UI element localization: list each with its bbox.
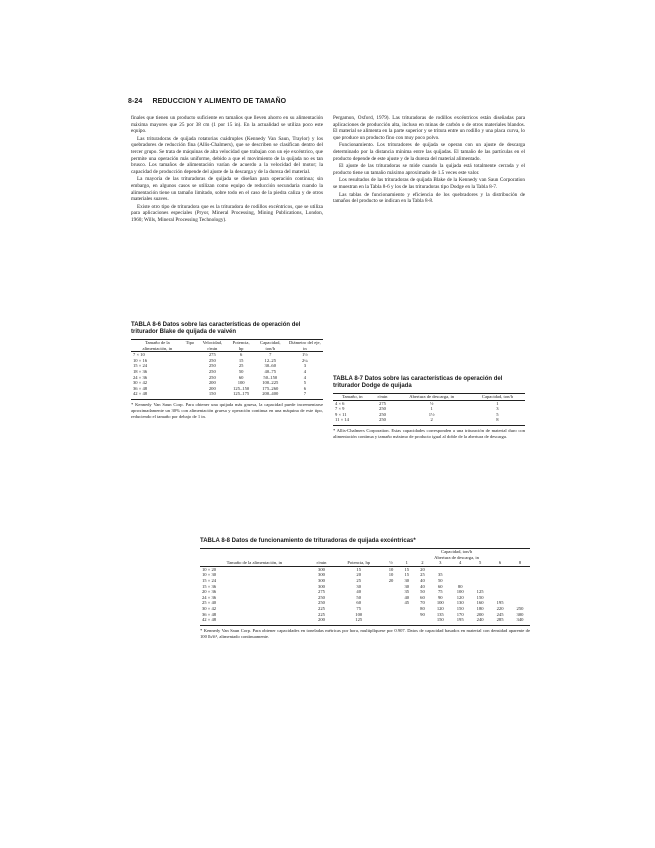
column-header: Abertura de descarga, in (409, 394, 455, 399)
left-column (131, 115, 323, 225)
group-header: Capacidad, ton/h (441, 549, 473, 554)
table-cell: 275 (318, 589, 325, 595)
column-header: 3 (439, 560, 442, 566)
table-cell: 120 (436, 605, 444, 611)
table-cell: 150 (436, 617, 444, 623)
table-cell: 125–150 (233, 385, 250, 391)
table-cell: 6 (240, 352, 243, 358)
table-cell: 30–60 (264, 363, 277, 369)
table-cell: 195 (456, 617, 464, 623)
table-cell: 15 × 24 (133, 363, 148, 369)
table-cell: 50 (238, 368, 244, 374)
table-cell: 25 (420, 572, 425, 578)
table-cell: 40 (420, 583, 425, 589)
table-cell: 250 (516, 605, 524, 611)
table-cell: 30 (356, 583, 361, 589)
table-cell: 1½ (428, 411, 435, 417)
table-cell: 40–75 (264, 368, 277, 374)
table-cell: 7 × 10 (133, 352, 145, 358)
table-cell: 135 (436, 611, 444, 617)
table-cell: 250 (379, 411, 386, 417)
table-cell: 100 (456, 589, 464, 595)
table-cell: 90 (437, 594, 443, 600)
table-cell: 170 (456, 611, 464, 617)
table-row (333, 417, 525, 423)
table-cell: 1½ (301, 352, 308, 358)
table-cell: 250 (208, 368, 216, 374)
table-cell: 100 (237, 380, 245, 386)
table-cell: 10 × 20 (202, 566, 217, 572)
table-cell: 300 (318, 566, 325, 572)
table-cell: 30 (404, 577, 410, 583)
table-cell: 150 (456, 605, 464, 611)
table-cell: 240 (476, 617, 484, 623)
table-cell: 45 (404, 600, 410, 606)
table-cell: 340 (516, 617, 524, 623)
column-header: 4 (459, 560, 462, 566)
table-cell: 200 (208, 385, 216, 391)
table-cell: 40 (356, 589, 361, 595)
table-cell: 225 (318, 611, 325, 617)
table-cell: 1 (430, 406, 433, 412)
table-cell: 24 × 36 (202, 594, 217, 600)
paragraph: Los resultados de las trituradoras de quijada Blake de la Kennedy van Saun Corporation se muestran en la Tabla 8-6 y los de las trituradoras tipo Dodge en la Tabla 8-7. (333, 177, 525, 190)
table-cell: 125 (476, 589, 484, 595)
table-cell (399, 617, 415, 623)
table-cell: 42 × 48 (202, 617, 217, 623)
table-cell: 200 (208, 380, 216, 386)
column-header: 2 (421, 560, 424, 566)
table-row (131, 391, 323, 397)
column-header: r/min (316, 560, 327, 566)
table-cell: 125 (355, 617, 363, 623)
table-8-7 (333, 376, 525, 440)
table-cell: 220 (496, 605, 504, 611)
table-cell: 200 (318, 617, 325, 623)
column-header: Diámetro del eje, in (288, 340, 321, 351)
table-cell: 200 (476, 611, 484, 617)
data-table (333, 393, 525, 423)
table-cell: 15 × 24 (202, 577, 217, 583)
column-header: Potencia, hp (347, 560, 371, 566)
column-header: 1 (405, 560, 408, 566)
column-header: 8 (518, 560, 522, 566)
table-cell: 90 (420, 611, 425, 617)
table-cell: 250 (208, 363, 216, 369)
paragraph: finales que tienen un producto suficiente en tamaños que lleven ahorro en su alimentación máxima mayores que 25 por 38 cm (1 por 15 in). En la actualidad se utiliza poco este equipo. (131, 115, 323, 135)
column-header: 5 (478, 560, 482, 566)
paragraph: Existe otro tipo de trituradora que es la trituradora de rodillos excéntricos, que se utiliza para aplicaciones especiales (Pryor, Mineral Processing, Mining Publications, London, 1960; Wills, Mineral Processing Technology). (131, 203, 323, 223)
table-cell: 10 (388, 572, 394, 578)
table-cell: 20 (356, 572, 361, 578)
data-table (131, 339, 323, 397)
table-cell: 150 (208, 391, 216, 397)
table-cell: 300 (318, 572, 325, 578)
table-cell: 175–260 (262, 385, 279, 391)
table-cell: 15 (404, 572, 410, 578)
table-cell: 60 (420, 594, 425, 600)
table-cell: 60 (238, 374, 244, 380)
table-cell: 5 (303, 380, 306, 386)
table-cell: 10 × 16 (133, 357, 148, 363)
table-cell: 8 (496, 417, 499, 423)
table-cell: 3 (496, 406, 499, 412)
table-cell: 100 (355, 611, 363, 617)
table-cell: 11 × 14 (335, 417, 349, 423)
table-cell: 18 × 36 (133, 368, 148, 374)
table-footnote: * Kennedy Van Saun Corp. Para obtener capacidades en toneladas métricas por hora, multiplíquese por 0.907. Datos de capacidad basados en material con densidad aparente de 100 lb/ft³, alimentado continuamente. (200, 625, 530, 640)
column-header: Tamaño de la alimentación, in (226, 560, 283, 566)
table-cell: 100–225 (262, 380, 279, 386)
table-cell: 2¼ (301, 357, 308, 363)
table-cell: 42 × 48 (133, 391, 148, 397)
table-cell: 20 (420, 566, 425, 572)
table-cell: 285 (496, 617, 504, 623)
table-8-8 (200, 538, 530, 639)
running-header (128, 98, 286, 105)
table-cell: 6 (303, 385, 306, 391)
table-cell: 60 (437, 583, 443, 589)
table-cell: 250 (318, 600, 325, 606)
table-cell: 300 (318, 577, 325, 583)
table-cell: 160 (476, 600, 484, 606)
table-cell: 25 (356, 577, 361, 583)
table-cell: 30 (404, 583, 410, 589)
table-cell: 12–25 (264, 357, 277, 363)
sub-header: Abertura de descarga, in (434, 554, 479, 560)
table-row (200, 617, 530, 623)
table-cell: 7 (303, 391, 306, 397)
table-cell: 250 (318, 594, 325, 600)
header-title: REDUCCION Y ALIMENTO DE TAMAÑO (152, 98, 287, 105)
table-cell: 20 × 36 (202, 589, 217, 595)
table-cell: 70 (420, 600, 425, 606)
column-header: Velocidad, r/min (202, 340, 223, 351)
paragraph: Funcionamiento. Los trituradores de quijada se operan con un ajuste de descarga determinado por la distancia mínima entre las quijadas. El tamaño de las partículas en el producto depende de este ajuste y de la dureza del material alimentado. (333, 142, 525, 162)
table-footnote: * Allis-Chalmers Corporation. Estas capacidades corresponden a una trituración de material duro con alimentación continua y tamaño máximo de producto igual al doble de la abertura de descarga. (333, 425, 525, 440)
table-cell: 300 (516, 611, 524, 617)
table-cell: 80 (420, 605, 425, 611)
table-cell: 30 × 42 (133, 380, 148, 386)
paragraph: Pergamon, Oxford, 1979). Las trituradoras de rodillos excéntricos están diseñadas para aplicaciones de producción alta, incluso en minas de carbón o de otros materiales blandos. El material se alimenta en la parte superior y se tritura entre un rodillo y una placa curva, lo que produce un producto fino con muy poco polvo. (333, 115, 525, 141)
column-header: Capacidad, ton/h (260, 340, 281, 351)
table-cell: 25 (238, 363, 244, 369)
column-header: 6 (498, 560, 502, 566)
table-cell: 275 (379, 400, 386, 406)
table-cell: 24 × 36 (133, 374, 148, 380)
table-cell: 25 × 40 (202, 600, 217, 606)
table-cell: 4 × 6 (335, 400, 345, 406)
column-header: Tamaño, in (341, 394, 363, 399)
table-cell: 1 (496, 400, 499, 406)
table-8-6 (131, 322, 323, 419)
table-cell: 245 (496, 611, 504, 617)
table-cell: ½ (429, 400, 434, 406)
table-cell: 35 (404, 589, 410, 595)
table-cell: 9 × 11 (335, 411, 347, 417)
table-cell: 7 (269, 352, 272, 358)
table-cell: 7 × 9 (335, 406, 345, 412)
table-cell (184, 391, 197, 397)
table-cell: 120 (456, 594, 464, 600)
table-cell: 75 (437, 589, 443, 595)
data-table (200, 548, 530, 623)
table-cell: 250 (208, 357, 216, 363)
table-cell: 150 (476, 594, 484, 600)
column-header: Tipo (185, 340, 195, 345)
table-cell: 15 × 36 (202, 583, 217, 589)
table-cell: 10 × 30 (202, 572, 217, 578)
table-cell: 195 (496, 600, 504, 606)
table-caption: TABLA 8-6 Datos sobre las características de operación del triturador Blake de quijada de vaivén (131, 322, 301, 335)
paragraph: Las trituradoras de quijada rotatorias cuádruples (Kennedy Van Saun, Traylor) y los quebradores de reducción fina (Allis-Chalmers), que se describen se clasifican dentro del tercer grupo. Se trata de máquinas de alta velocidad que trabajan con un eje excéntrico, que permite una operación más uniforme, debido a que el movimiento de la quijada no es tan brusco. Los tamaños de alimentación varían de acuerdo a la velocidad del motor; la capacidad de producción depende del ajuste de la descarga y de la dureza del material. (131, 135, 323, 175)
table-cell: 40 (404, 594, 410, 600)
table-cell: 4 (303, 368, 306, 374)
table-cell (383, 617, 399, 623)
table-cell: 5 (496, 411, 499, 417)
table-cell: 130 (456, 600, 464, 606)
table-caption: TABLA 8-7 Datos sobre las características de operación del triturador Dodge de quijada (333, 376, 503, 389)
table-cell: 10 (388, 566, 394, 572)
column-header: Potencia, hp (232, 340, 250, 351)
page-number: 8-24 (128, 98, 143, 105)
table-footnote: * Kennedy Van Saun Corp. Para obtener una quijada más gruesa, la capacidad puede incrementarse aproximadamente un 30% con alimentación gruesa y operación continua en una máquina de este tipo, reduciendo el tamaño por debajo de 1 in. (131, 399, 323, 419)
table-cell: 75 (356, 605, 361, 611)
table-cell: 15 (404, 566, 410, 572)
table-cell: 35 (437, 572, 443, 578)
column-header: ½ (389, 560, 393, 566)
table-cell: 36 × 48 (133, 385, 148, 391)
table-cell (415, 617, 431, 623)
table-cell: 50 (356, 594, 361, 600)
table-cell: 125–175 (233, 391, 250, 397)
table-cell: 100 (436, 600, 444, 606)
right-column (333, 115, 525, 206)
table-cell: 40 (420, 577, 425, 583)
table-caption: TABLA 8-8 Datos de funcionamiento de trituradoras de quijada excéntricas* (200, 538, 416, 544)
table-cell: 180 (476, 605, 484, 611)
table-cell: 20 (388, 577, 394, 583)
paragraph: La mayoría de las trituradoras de quijada se diseñan para operación continua; sin embargo, en algunos casos se utilizan como equipo de reducción secundaria cuando la alimentación tiene un tamaño limitado, sobre todo en el caso de la piedra caliza y de otros materiales suaves. (131, 176, 323, 203)
paragraph: El ajuste de las trituradoras se mide cuando la quijada está totalmente cerrada y el producto tiene un tamaño máximo aproximado de 1.5 veces este valor. (333, 163, 525, 176)
table-cell: 300 (318, 583, 325, 589)
table-cell: 30 × 42 (202, 605, 217, 611)
table-cell: 50–150 (263, 374, 278, 380)
table-cell: 15 (238, 357, 244, 363)
table-cell: 225 (318, 605, 325, 611)
column-header: Capacidad, ton/h (481, 394, 514, 399)
table-cell: 50 (437, 577, 443, 583)
table-cell: 15 (356, 566, 361, 572)
table-cell: 50 (420, 589, 425, 595)
table-cell: 80 (457, 583, 463, 589)
table-cell: 250 (379, 406, 386, 412)
table-cell: 250 (208, 374, 216, 380)
paragraph: Las tablas de funcionamiento y eficiencia de los quebradores y la distribución de tamaños del producto se indican en la Tabla 8-8. (333, 191, 525, 205)
table-cell: 36 × 48 (202, 611, 217, 617)
table-cell: 250 (379, 417, 386, 423)
column-header: Tamaño de la alimentación, in (142, 340, 173, 351)
table-cell: 4 (303, 374, 306, 380)
column-header: r/min (377, 394, 388, 399)
table-cell: 200–400 (262, 391, 279, 397)
table-cell: 2 (430, 417, 433, 423)
table-cell: 275 (208, 352, 216, 358)
table-cell: 60 (356, 600, 361, 606)
table-cell: 3 (303, 363, 306, 369)
